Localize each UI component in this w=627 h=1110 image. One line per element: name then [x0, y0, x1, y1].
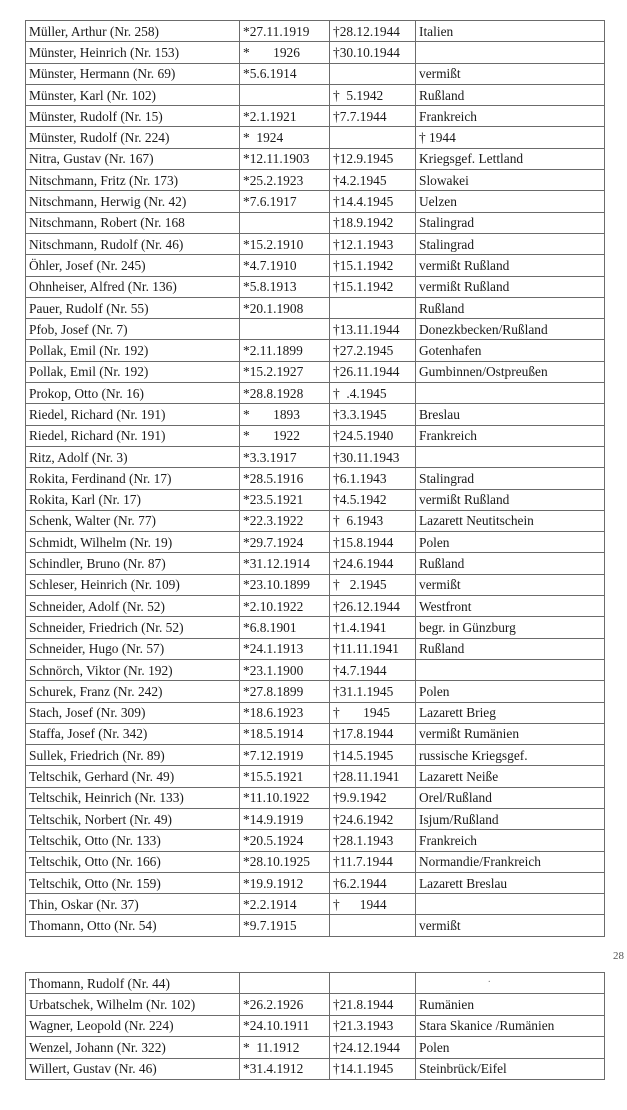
death-date-cell: †4.5.1942: [330, 489, 416, 510]
birth-date-cell: *6.8.1901: [240, 617, 330, 638]
name-cell: Pollak, Emil (Nr. 192): [26, 340, 240, 361]
birth-date-cell: *22.3.1922: [240, 510, 330, 531]
death-date-cell: †17.8.1944: [330, 723, 416, 744]
table-row: [26, 319, 605, 340]
death-date-cell: †14.4.1945: [330, 191, 416, 212]
death-date-cell: † .4.1945: [330, 383, 416, 404]
death-date-cell: †15.1.1942: [330, 276, 416, 297]
birth-date-cell: *5.6.1914: [240, 63, 330, 84]
name-cell: Staffa, Josef (Nr. 342): [26, 723, 240, 744]
place-cell: [416, 973, 605, 994]
death-date-cell: [330, 297, 416, 318]
death-date-cell: †12.9.1945: [330, 148, 416, 169]
place-cell: Steinbrück/Eifel: [416, 1058, 605, 1079]
name-cell: Ritz, Adolf (Nr. 3): [26, 446, 240, 467]
death-date-cell: †21.3.1943: [330, 1015, 416, 1036]
death-date-cell: †24.12.1944: [330, 1037, 416, 1058]
table-row: [26, 170, 605, 191]
place-cell: † 1944: [416, 127, 605, 148]
birth-date-cell: *15.2.1927: [240, 361, 330, 382]
casualty-table-main: [25, 20, 605, 937]
birth-date-cell: [240, 319, 330, 340]
place-cell: Lazarett Breslau: [416, 872, 605, 893]
table-row: [26, 766, 605, 787]
place-cell: vermißt Rußland: [416, 489, 605, 510]
birth-date-cell: *18.6.1923: [240, 702, 330, 723]
death-date-cell: †21.8.1944: [330, 994, 416, 1015]
name-cell: Pollak, Emil (Nr. 192): [26, 361, 240, 382]
death-date-cell: †31.1.1945: [330, 681, 416, 702]
death-date-cell: † 6.1943: [330, 510, 416, 531]
birth-date-cell: *28.10.1925: [240, 851, 330, 872]
birth-date-cell: *20.1.1908: [240, 297, 330, 318]
birth-date-cell: *23.10.1899: [240, 574, 330, 595]
name-cell: Ohnheiser, Alfred (Nr. 136): [26, 276, 240, 297]
name-cell: Prokop, Otto (Nr. 16): [26, 383, 240, 404]
birth-date-cell: * 1893: [240, 404, 330, 425]
name-cell: Schleser, Heinrich (Nr. 109): [26, 574, 240, 595]
table-row: [26, 106, 605, 127]
table-row: [26, 276, 605, 297]
place-cell: Breslau: [416, 404, 605, 425]
name-cell: Sullek, Friedrich (Nr. 89): [26, 745, 240, 766]
birth-date-cell: *11.10.1922: [240, 787, 330, 808]
place-cell: vermißt: [416, 63, 605, 84]
death-date-cell: †12.1.1943: [330, 233, 416, 254]
place-cell: [416, 383, 605, 404]
table-row: [26, 42, 605, 63]
place-cell: Slowakei: [416, 170, 605, 191]
death-date-cell: †4.7.1944: [330, 659, 416, 680]
birth-date-cell: [240, 973, 330, 994]
name-cell: Teltschik, Heinrich (Nr. 133): [26, 787, 240, 808]
birth-date-cell: *14.9.1919: [240, 808, 330, 829]
place-cell: begr. in Günzburg: [416, 617, 605, 638]
name-cell: Riedel, Richard (Nr. 191): [26, 425, 240, 446]
birth-date-cell: *24.10.1911: [240, 1015, 330, 1036]
death-date-cell: †27.2.1945: [330, 340, 416, 361]
birth-date-cell: *28.5.1916: [240, 468, 330, 489]
death-date-cell: †28.11.1941: [330, 766, 416, 787]
birth-date-cell: * 1926: [240, 42, 330, 63]
death-date-cell: [330, 973, 416, 994]
table-row: [26, 851, 605, 872]
table-row: [26, 617, 605, 638]
death-date-cell: †3.3.1945: [330, 404, 416, 425]
death-date-cell: †18.9.1942: [330, 212, 416, 233]
name-cell: Wenzel, Johann (Nr. 322): [26, 1037, 240, 1058]
page-number: 28: [613, 950, 624, 962]
birth-date-cell: *15.5.1921: [240, 766, 330, 787]
place-cell: Stalingrad: [416, 212, 605, 233]
table-row: [26, 212, 605, 233]
birth-date-cell: *3.3.1917: [240, 446, 330, 467]
death-date-cell: †15.1.1942: [330, 255, 416, 276]
death-date-cell: †24.6.1944: [330, 553, 416, 574]
birth-date-cell: *5.8.1913: [240, 276, 330, 297]
name-cell: Thomann, Otto (Nr. 54): [26, 915, 240, 936]
place-cell: Stalingrad: [416, 468, 605, 489]
birth-date-cell: *7.12.1919: [240, 745, 330, 766]
place-cell: Gumbinnen/Ostpreußen: [416, 361, 605, 382]
birth-date-cell: *23.5.1921: [240, 489, 330, 510]
name-cell: Riedel, Richard (Nr. 191): [26, 404, 240, 425]
table-row: [26, 787, 605, 808]
name-cell: Stach, Josef (Nr. 309): [26, 702, 240, 723]
place-cell: Rußland: [416, 84, 605, 105]
place-cell: Rußland: [416, 638, 605, 659]
place-cell: [416, 894, 605, 915]
name-cell: Schneider, Hugo (Nr. 57): [26, 638, 240, 659]
table-row: [26, 702, 605, 723]
table-row: [26, 340, 605, 361]
birth-date-cell: [240, 84, 330, 105]
birth-date-cell: * 11.1912: [240, 1037, 330, 1058]
name-cell: Münster, Karl (Nr. 102): [26, 84, 240, 105]
place-cell: Frankreich: [416, 106, 605, 127]
name-cell: Nitschmann, Robert (Nr. 168: [26, 212, 240, 233]
name-cell: Thomann, Rudolf (Nr. 44): [26, 973, 240, 994]
death-date-cell: †1.4.1941: [330, 617, 416, 638]
death-date-cell: † 1944: [330, 894, 416, 915]
name-cell: Münster, Heinrich (Nr. 153): [26, 42, 240, 63]
place-cell: Donezkbecken/Rußland: [416, 319, 605, 340]
death-date-cell: †11.7.1944: [330, 851, 416, 872]
name-cell: Münster, Rudolf (Nr. 224): [26, 127, 240, 148]
name-cell: Teltschik, Gerhard (Nr. 49): [26, 766, 240, 787]
table-row: [26, 1037, 605, 1058]
death-date-cell: †11.11.1941: [330, 638, 416, 659]
death-date-cell: †26.12.1944: [330, 596, 416, 617]
name-cell: Schneider, Adolf (Nr. 52): [26, 596, 240, 617]
place-cell: Gotenhafen: [416, 340, 605, 361]
birth-date-cell: *7.6.1917: [240, 191, 330, 212]
table-row: [26, 994, 605, 1015]
death-date-cell: † 1945: [330, 702, 416, 723]
birth-date-cell: *23.1.1900: [240, 659, 330, 680]
place-cell: [416, 659, 605, 680]
name-cell: Teltschik, Otto (Nr. 133): [26, 830, 240, 851]
death-date-cell: †6.1.1943: [330, 468, 416, 489]
birth-date-cell: *9.7.1915: [240, 915, 330, 936]
table-row: [26, 973, 605, 994]
place-cell: Westfront: [416, 596, 605, 617]
name-cell: Thin, Oskar (Nr. 37): [26, 894, 240, 915]
name-cell: Schindler, Bruno (Nr. 87): [26, 553, 240, 574]
table-row: [26, 383, 605, 404]
table-row: [26, 894, 605, 915]
table-row: [26, 915, 605, 936]
table-row: [26, 745, 605, 766]
name-cell: Willert, Gustav (Nr. 46): [26, 1058, 240, 1079]
death-date-cell: †14.1.1945: [330, 1058, 416, 1079]
table-row: [26, 446, 605, 467]
death-date-cell: † 2.1945: [330, 574, 416, 595]
place-cell: Stara Skanice /Rumänien: [416, 1015, 605, 1036]
table-row: [26, 596, 605, 617]
birth-date-cell: *25.2.1923: [240, 170, 330, 191]
death-date-cell: †26.11.1944: [330, 361, 416, 382]
table-row: [26, 148, 605, 169]
table-row: [26, 127, 605, 148]
name-cell: Teltschik, Otto (Nr. 166): [26, 851, 240, 872]
table-row: [26, 425, 605, 446]
place-cell: Uelzen: [416, 191, 605, 212]
place-cell: Lazarett Neutitschein: [416, 510, 605, 531]
name-cell: Wagner, Leopold (Nr. 224): [26, 1015, 240, 1036]
table-row: [26, 361, 605, 382]
table-row: [26, 574, 605, 595]
birth-date-cell: *18.5.1914: [240, 723, 330, 744]
casualty-table-continued: [25, 972, 605, 1080]
place-cell: Lazarett Neiße: [416, 766, 605, 787]
name-cell: Rokita, Karl (Nr. 17): [26, 489, 240, 510]
place-cell: vermißt Rumänien: [416, 723, 605, 744]
table-row: [26, 510, 605, 531]
birth-date-cell: * 1924: [240, 127, 330, 148]
table-row: [26, 553, 605, 574]
death-date-cell: †4.2.1945: [330, 170, 416, 191]
name-cell: Münster, Hermann (Nr. 69): [26, 63, 240, 84]
place-cell: Normandie/Frankreich: [416, 851, 605, 872]
death-date-cell: [330, 915, 416, 936]
place-cell: [416, 446, 605, 467]
name-cell: Pfob, Josef (Nr. 7): [26, 319, 240, 340]
death-date-cell: †13.11.1944: [330, 319, 416, 340]
place-cell: Rußland: [416, 553, 605, 574]
place-cell: Polen: [416, 532, 605, 553]
birth-date-cell: *4.7.1910: [240, 255, 330, 276]
death-date-cell: †30.10.1944: [330, 42, 416, 63]
place-cell: Rußland: [416, 297, 605, 318]
death-date-cell: †7.7.1944: [330, 106, 416, 127]
table-row: [26, 297, 605, 318]
table-row: [26, 723, 605, 744]
name-cell: Nitschmann, Fritz (Nr. 173): [26, 170, 240, 191]
death-date-cell: [330, 127, 416, 148]
name-cell: Teltschik, Norbert (Nr. 49): [26, 808, 240, 829]
death-date-cell: †24.5.1940: [330, 425, 416, 446]
birth-date-cell: *20.5.1924: [240, 830, 330, 851]
table-row: [26, 638, 605, 659]
death-date-cell: †28.12.1944: [330, 21, 416, 42]
name-cell: Schnörch, Viktor (Nr. 192): [26, 659, 240, 680]
table-row: [26, 808, 605, 829]
birth-date-cell: *31.12.1914: [240, 553, 330, 574]
table-row: [26, 63, 605, 84]
name-cell: Münster, Rudolf (Nr. 15): [26, 106, 240, 127]
place-cell: vermißt Rußland: [416, 255, 605, 276]
birth-date-cell: *2.1.1921: [240, 106, 330, 127]
name-cell: Schneider, Friedrich (Nr. 52): [26, 617, 240, 638]
place-cell: Rumänien: [416, 994, 605, 1015]
place-cell: Frankreich: [416, 425, 605, 446]
birth-date-cell: *27.11.1919: [240, 21, 330, 42]
place-cell: Isjum/Rußland: [416, 808, 605, 829]
table-row: [26, 233, 605, 254]
table-row: [26, 1015, 605, 1036]
name-cell: Müller, Arthur (Nr. 258): [26, 21, 240, 42]
name-cell: Nitschmann, Rudolf (Nr. 46): [26, 233, 240, 254]
birth-date-cell: *2.10.1922: [240, 596, 330, 617]
name-cell: Schmidt, Wilhelm (Nr. 19): [26, 532, 240, 553]
birth-date-cell: *19.9.1912: [240, 872, 330, 893]
birth-date-cell: *2.2.1914: [240, 894, 330, 915]
table-row: [26, 255, 605, 276]
death-date-cell: †28.1.1943: [330, 830, 416, 851]
name-cell: Nitschmann, Herwig (Nr. 42): [26, 191, 240, 212]
birth-date-cell: *29.7.1924: [240, 532, 330, 553]
death-date-cell: †9.9.1942: [330, 787, 416, 808]
table-row: [26, 830, 605, 851]
birth-date-cell: *2.11.1899: [240, 340, 330, 361]
birth-date-cell: *12.11.1903: [240, 148, 330, 169]
place-cell: Orel/Rußland: [416, 787, 605, 808]
place-cell: Polen: [416, 1037, 605, 1058]
birth-date-cell: *26.2.1926: [240, 994, 330, 1015]
table-row: [26, 21, 605, 42]
birth-date-cell: [240, 212, 330, 233]
place-cell: russische Kriegsgef.: [416, 745, 605, 766]
table-row: [26, 489, 605, 510]
table-row: [26, 532, 605, 553]
place-cell: Kriegsgef. Lettland: [416, 148, 605, 169]
name-cell: Schenk, Walter (Nr. 77): [26, 510, 240, 531]
name-cell: Nitra, Gustav (Nr. 167): [26, 148, 240, 169]
name-cell: Pauer, Rudolf (Nr. 55): [26, 297, 240, 318]
table-row: [26, 404, 605, 425]
table-row: [26, 1058, 605, 1079]
place-cell: Italien: [416, 21, 605, 42]
table-row: [26, 84, 605, 105]
birth-date-cell: *28.8.1928: [240, 383, 330, 404]
place-cell: Polen: [416, 681, 605, 702]
place-cell: vermißt: [416, 574, 605, 595]
birth-date-cell: *31.4.1912: [240, 1058, 330, 1079]
birth-date-cell: *24.1.1913: [240, 638, 330, 659]
table-row: [26, 468, 605, 489]
death-date-cell: [330, 63, 416, 84]
birth-date-cell: * 1922: [240, 425, 330, 446]
place-cell: [416, 42, 605, 63]
table-row: [26, 681, 605, 702]
death-date-cell: †6.2.1944: [330, 872, 416, 893]
table-row: [26, 191, 605, 212]
death-date-cell: †30.11.1943: [330, 446, 416, 467]
place-cell: vermißt Rußland: [416, 276, 605, 297]
death-date-cell: † 5.1942: [330, 84, 416, 105]
place-cell: Lazarett Brieg: [416, 702, 605, 723]
death-date-cell: †14.5.1945: [330, 745, 416, 766]
table-row: [26, 659, 605, 680]
name-cell: Rokita, Ferdinand (Nr. 17): [26, 468, 240, 489]
death-date-cell: †15.8.1944: [330, 532, 416, 553]
place-cell: Frankreich: [416, 830, 605, 851]
place-cell: Stalingrad: [416, 233, 605, 254]
name-cell: Urbatschek, Wilhelm (Nr. 102): [26, 994, 240, 1015]
stray-mark: .: [488, 974, 491, 985]
name-cell: Teltschik, Otto (Nr. 159): [26, 872, 240, 893]
death-date-cell: †24.6.1942: [330, 808, 416, 829]
name-cell: Öhler, Josef (Nr. 245): [26, 255, 240, 276]
birth-date-cell: *27.8.1899: [240, 681, 330, 702]
place-cell: vermißt: [416, 915, 605, 936]
table-row: [26, 872, 605, 893]
name-cell: Schurek, Franz (Nr. 242): [26, 681, 240, 702]
birth-date-cell: *15.2.1910: [240, 233, 330, 254]
